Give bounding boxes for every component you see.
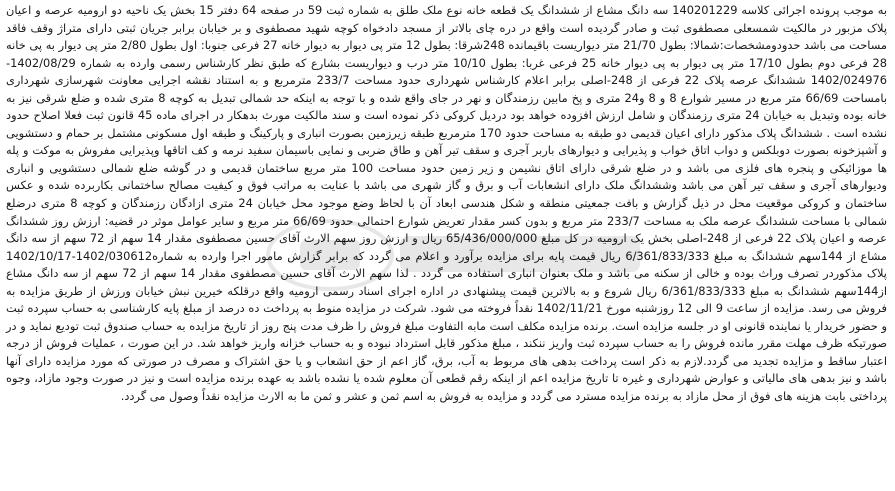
auction-notice-text: به موجب پرونده اجرائی کلاسه 140201229 سه دانگ مشاع از ششدانگ یک قطعه خانه نوع ملک طلق به شماره ثبت 59 در صفحه 64 دفتر 15 بخش یک ناحیه دو ارومیه عرصه و اعیان پلاک مزبور در مالکیت شمسعلی مصطفوی ثبت و صادر گردیده است واقع در دره چای بالاتر از مسجد دادخواه کوچه شهید مصطفوی و بر خیابان برابر جریان ثبتی دارای متراژ وقف فاقد مساحت می باشد حدودومشخصات:شمالا: بطول 21/70 متر دیواریست باقیمانده 248شرقا: بطول 12 متر پی دیوار به دیوار خانه 27 فرعی جنوبا: اول بطول 2/80 متر پی دیوار به پی خانه 28 فرعی دوم بطول 17/10 متر پی دیوار به پی دیوار خانه 25 فرعی غربا: بطول 10/10 متر درب و دیواریست بشارع که طبق نظر کارشناس رسمی وارده به شماره 1402/08/29-1402/024976 ششدانگ عرصه پلاک 22 فرعی از 248-اصلی برابر اعلام کارشناس شهرداری حدود مساحت 233/7 مترمربع و به استناد نقشه اجرایی معاونت شهرسازی شهرداری بامساحت 66/69 متر مربع در مسیر شوارع 8 و 8 و24 متری و پخ مابین رزمندگان و نهر در جای واقع شده و با توجه به اینکه حد شمالی تبدیل به کوچه 8 متری شده و ضلع شرقی نیز به خانه بوده وتبدیل به خیابان 24 متری رزمندگان و شامل ارزش افزوده خواهد بود دردیل کروکی ذکر نموده است و سند مالکیت مورث بدهکار در اجرای ماده 45 قانون ثبت فعلا اصلاح حدود نشده است . ششدانگ پلاک مذکور دارای اعیان قدیمی دو طبقه به مساحت حدود 170 مترمربع طبقه زیرزمین بصورت انباری و پارکینگ و طبقه اول مسکونی مشتمل بر حمام و دستشویی و آشپزخونه بصورت دوبلکس و دواب اتاق خواب و پذیرایی و دیوارهای باربر آجری و سقف تیر آهن و طاق ضربی و نمایی باسیمان سفید نرمه و کف اتاقها وپذیرایی مفروش به موکت و پله ها موزائیکی و پنجره های فلزی می باشد و در ضلع شرقی دارای اتاق نشیمن و زیر زمین حدود مساحت 100 متر مربع ساختمان قدیمی و در گوشه ضلع شمالی دستشویی و انباری ودیوارهای آجری و سقف تیر آهن می باشد وششدانگ ملک دارای انشعابات آب و برق و گاز شهری می باشد با عنایت به مراتب فوق و کیفیت مصالح ساختمانی بکاربرده شده و عکس ساختمان و کروکی موقعیت محل در ذیل گزارش و بافت جمعیتی منطقه و شکل هندسی ابعاد آن با لحاظ وضع موجود محل خیابان 24 متری ازادگان رزمندگان و کوچه 8 متری درضلع شمالی با مساحت ششدانگ عرصه ملک به مساحت 233/7 متر مربع و بدون کسر مقدار تعریض شوارع احتمالی حدود 66/69 متر مربع و سایر عوامل موثر در قضیه: ارزش روز ششدانگ عرصه و اعیان پلاک 22 فرعی از 248-اصلی بخش یک ارومیه در کل مبلغ 65/436/000/000 ریال و ارزش روز سهم الارث آقای حسین مصطفوی مقدار 14 سهم از 72 سهم از سه دانگ مشاع از 144سهم ششدانگ به مبلغ 6/361/833/333 ریال قیمت پایه برای مزایده برآورد و اعلام می گردد که برابر گزارش مامور اجرا وارده به شماره1402/030612-1402/10/17 پلاک مذکوردر تصرف وراث بوده و خالی از سکنه می باشد و ملک بعنوان انباری استفاده می گردد . لذا سهم الارث آقای حسین مصطفوی مقدار 14 سهم از 72 سهم از سه دانگ مشاع از144سهم ششدانگ به مبلغ 6/361/833/333 ریال شروع و به بالاترین قیمت پیشنهادی در اداره اجرای اسناد رسمی ارومیه واقع درقلکه خیرین نبش خیابان ورزش از طریق مزایده به فروش می رسد. مزایده از ساعت 9 الی 12 روزشنبه مورخ 1402/11/21 نقداً فروخته می شود. شرکت در مزایده منوط به پرداخت ده درصد از مبلغ پایه کارشناسی به حساب سپرده ثبت و حضور خریدار یا نماینده قانونی او در جلسه مزایده است. برنده مزایده مکلف است مابه التفاوت مبلغ فروش را ظرف مدت پنج روز از تاریخ مزایده به حساب صندوق ثبت تودیع نماید و در صورتیکه ظرف مهلت مقرر مانده فروش را به حساب سپرده ثبت واریز ننکند ، مبلغ مذکور قابل استرداد نبوده و به حساب خزانه واریز خواهد شد. در این صورت ، عملیات فروش از درجه اعتبار ساقط و مزایده تجدید می گردد.لازم به ذکر است پرداخت بدهی های مربوط به آب، برق، گاز اعم از حق انشعاب و یا حق اشتراک و مصرف در صورتی که مورد مزایده دارای آنها باشد و نیز بدهی های مالیاتی و عوارض شهرداری و غیره تا تاریخ مزایده اعم از اینکه رقم قطعی آن معلوم شده یا نشده باشد به عهده برنده مزایده است و نیز در صورت وجود مازاد، وجوه پرداختی بابت هزینه های فوق از محل مازاد به برنده مزایده مسترد می گردد و مزایده به فروش به اسم ثمن و عشر و ثمن ما به الارث مزایده نقداً وصول می گردد. bbox=[6, 3, 888, 404]
